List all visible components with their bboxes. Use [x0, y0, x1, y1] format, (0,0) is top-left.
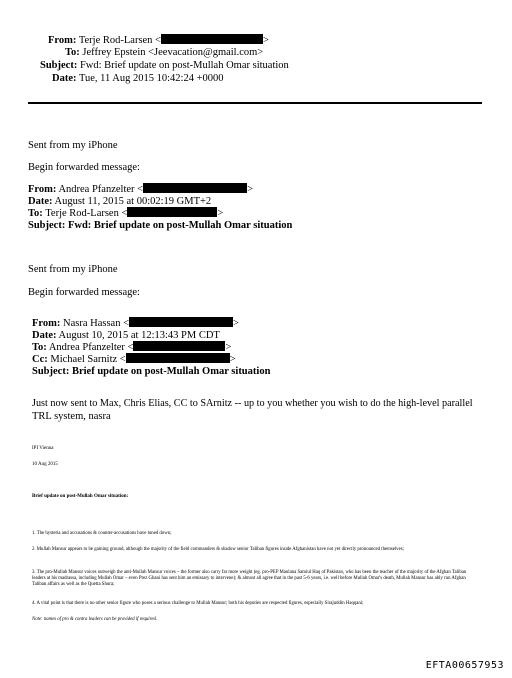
redaction-box — [129, 317, 233, 327]
header-to-value: Jeffrey Epstein <Jeevacation@gmail.com> — [82, 47, 264, 58]
header-to-label: To: — [65, 47, 80, 58]
body-line-1: Just now sent to Max, Chris Elias, CC to SArnitz -- up to you whether you wish to do the high-level parallel — [32, 398, 473, 409]
msg1-to-value: Terje Rod-Larsen < — [45, 208, 128, 219]
header-to-line — [65, 47, 263, 59]
document-id-stamp: EFTA00657953 — [425, 660, 504, 671]
point-4: 4. A vital point is that there is no other senior figure who poses a serious challenge to Mullah Mansur; both his deputies are respected figures, especially Sirajuddin Haqqani; — [32, 601, 364, 606]
msg1-from-label: From: — [28, 184, 57, 195]
msg2-date-label: Date: — [32, 330, 57, 341]
point-3: 3. The pro-Mullah Mansur voices outweigh the anti-Mullah Mansur voices – the former also carry far more weight (eg. pro-PEP Maulana Samiul Haq of Pakistan, who has been the teacher of the majority of the Afghan Taliban leaders at his madrassa, including Mullah Omar – even Prez Ghani has sent him an emissary to intervene); & almost all agree that in the past 5-6 years, i.e. well before Mullah Omar's death, Mullah Mansur has ably run Afghan Taliban affairs as well as the Quetta Shura; — [32, 570, 467, 588]
header-date-value: Tue, 11 Aug 2015 10:42:24 +0000 — [78, 73, 224, 84]
msg2-cc-label: Cc: — [32, 354, 48, 365]
header-from-line — [48, 34, 269, 47]
redaction-box — [127, 207, 217, 217]
msg2-cc-close: > — [229, 354, 236, 365]
msg2-subject-line: Subject: Brief update on post-Mullah Omar situation — [32, 366, 271, 377]
forwarded-message-label-2: Begin forwarded message: — [28, 287, 140, 298]
header-subject-value: Fwd: Brief update on post-Mullah Omar situation — [79, 60, 289, 71]
msg2-to-close: > — [225, 342, 232, 353]
sent-from-iphone-1: Sent from my iPhone — [28, 140, 118, 151]
document-date: 10 Aug 2015 — [32, 462, 58, 467]
header-divider — [28, 102, 482, 104]
msg1-to-close: > — [217, 208, 224, 219]
header-subject-label: Subject: — [40, 60, 78, 71]
msg1-date-value: August 11, 2015 at 00:02:19 GMT+2 — [54, 196, 212, 207]
redaction-box — [133, 341, 225, 351]
msg2-from-label: From: — [32, 318, 61, 329]
org-name: IPI Vienna — [32, 446, 54, 451]
header-subject-line — [40, 60, 289, 72]
msg2-date-value: August 10, 2015 at 12:13:43 PM CDT — [58, 330, 220, 341]
document-note: Note: names of pro & contra leaders can be provided if required. — [32, 617, 158, 622]
msg2-from-close: > — [233, 318, 239, 329]
header-date-label: Date: — [52, 73, 77, 84]
redaction-box — [161, 34, 263, 44]
sent-from-iphone-2: Sent from my iPhone — [28, 264, 118, 275]
header-date-line — [52, 73, 224, 85]
body-line-2: TRL system, nasra — [32, 411, 111, 422]
point-2: 2. Mullah Mansur appears to be gaining ground, although the majority of the field commanders & shadow senior Taliban figures inside Afghanistan have not yet directly pronounced themselves; — [32, 547, 404, 552]
msg2-to-value: Andrea Pfanzelter < — [48, 342, 134, 353]
header-from-close: > — [262, 35, 269, 46]
forwarded-message-label-1: Begin forwarded message: — [28, 162, 140, 173]
msg2-from-value: Nasra Hassan < — [63, 318, 129, 329]
msg1-from-close: > — [247, 184, 253, 195]
document-title: Brief update on post-Mullah Omar situation: — [32, 494, 129, 499]
redaction-box — [143, 183, 247, 193]
msg2-to-label: To: — [32, 342, 47, 353]
header-from-value: Terje Rod-Larsen < — [78, 35, 161, 46]
msg1-date-label: Date: — [28, 196, 53, 207]
msg1-from-value: Andrea Pfanzelter < — [58, 184, 144, 195]
header-from-label: From: — [48, 35, 77, 46]
msg1-subject-line: Subject: Fwd: Brief update on post-Mullah Omar situation — [28, 220, 293, 231]
point-1: 1. The hysteria and accusations & counter-accusations have toned down; — [32, 531, 172, 536]
msg2-cc-value: Michael Sarnitz < — [50, 354, 126, 365]
redaction-box — [126, 353, 230, 363]
msg1-to-label: To: — [28, 208, 43, 219]
